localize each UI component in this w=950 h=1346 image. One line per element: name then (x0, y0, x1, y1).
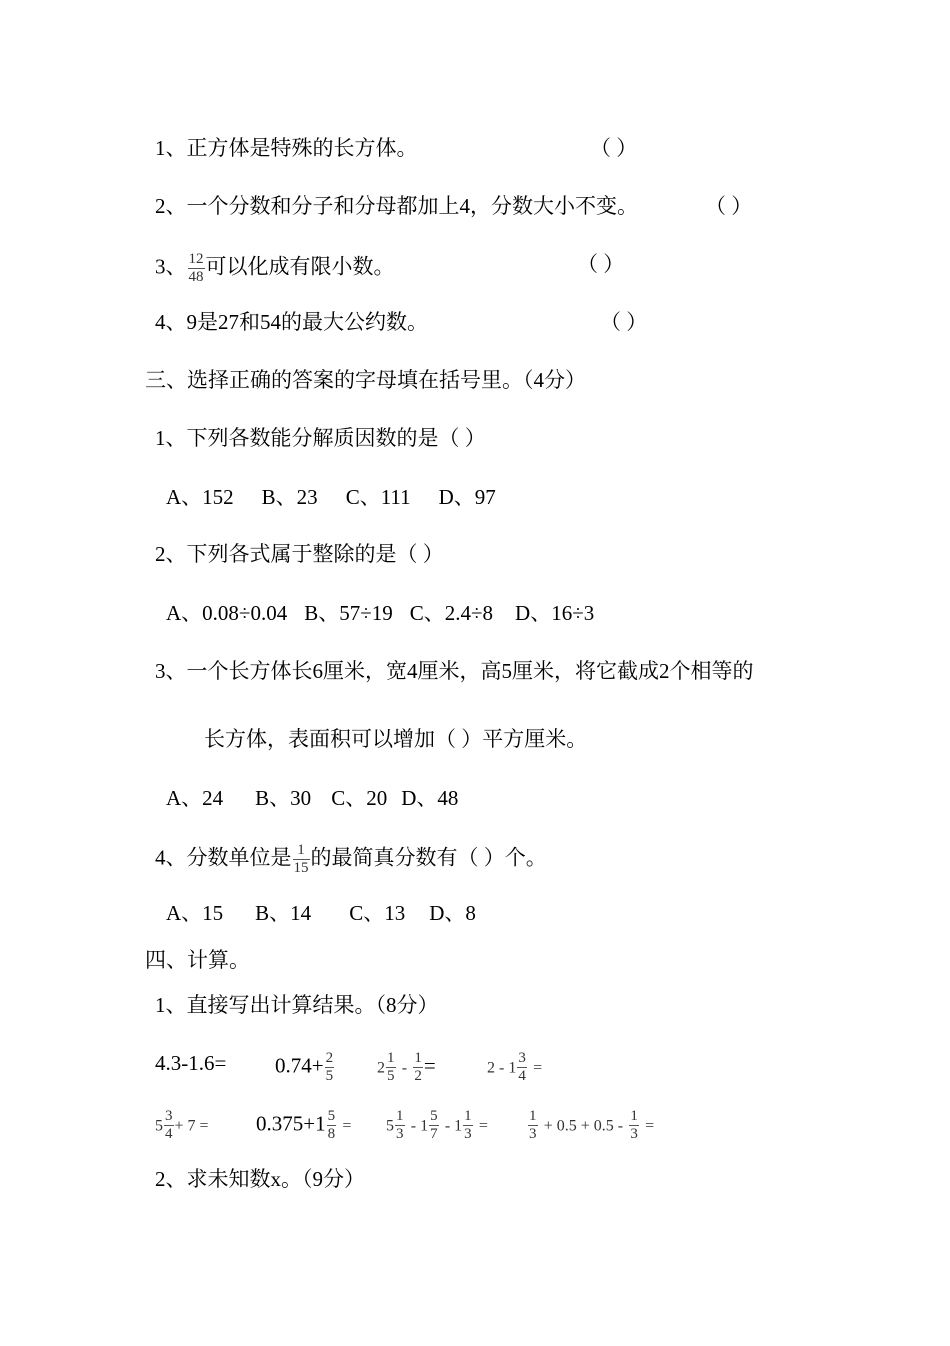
option-b: B、14 (255, 901, 312, 925)
judge-item-3-text: 可以化成有限小数。 (205, 254, 395, 279)
choice-q2: 2、下列各式属于整除的是（ ） (155, 542, 444, 566)
fraction-1-15 (293, 842, 310, 877)
fraction-denominator: 3 (396, 1126, 404, 1142)
fraction (413, 1050, 423, 1085)
expr-tail: + 7 = (174, 1117, 209, 1135)
fraction (463, 1108, 473, 1143)
fraction-numerator: 5 (327, 1108, 336, 1124)
fraction (327, 1108, 337, 1143)
judge-item-2 (155, 193, 638, 219)
fraction (429, 1108, 439, 1143)
option-a: A、152 (166, 485, 234, 509)
fraction-numerator: 1 (630, 1108, 638, 1124)
fraction (325, 1050, 335, 1085)
fraction-numerator: 1 (387, 1050, 395, 1066)
whole-number: 5 (155, 1117, 163, 1135)
whole-number: 5 (386, 1117, 394, 1135)
operator: - 1 (410, 1117, 429, 1135)
equals: = (478, 1117, 488, 1135)
choice-q1: 1、下列各数能分解质因数的是（ ） (155, 426, 486, 450)
fraction-numerator: 1 (414, 1050, 422, 1066)
expr-mid: + 0.5 + 0.5 - (543, 1117, 624, 1135)
equals: = (342, 1117, 352, 1135)
option-d: D、16÷3 (515, 601, 595, 625)
option-d: D、97 (438, 485, 496, 509)
fraction (517, 1050, 527, 1085)
fraction (528, 1108, 538, 1143)
fraction (386, 1050, 396, 1085)
fraction-numerator: 3 (518, 1050, 526, 1066)
judge-item-2-text: 2、一个分数和分子和分母都加上4，分数大小不变。 (155, 194, 638, 218)
option-b: B、57÷19 (304, 601, 393, 625)
option-c: C、2.4÷8 (409, 601, 494, 625)
choice-q3-line1: 3、一个长方体长6厘米，宽4厘米，高5厘米，将它截成2个相等的 (155, 659, 754, 683)
choice-q1-options (166, 484, 496, 510)
option-c: C、20 (331, 786, 388, 810)
choice-q4-prefix: 4、分数单位是 (155, 845, 292, 870)
judge-item-1 (155, 135, 418, 161)
fraction-numerator: 1 (464, 1108, 472, 1124)
expr-r2-4 (527, 1108, 654, 1143)
fraction-denominator: 4 (165, 1126, 173, 1142)
fraction-numerator: 2 (325, 1050, 334, 1066)
section-4-heading: 四、计算。 (145, 948, 250, 972)
option-d: D、48 (401, 786, 459, 810)
answer-paren-2: （ ） (705, 194, 753, 218)
expr-r1-4 (487, 1050, 542, 1085)
equals: = (423, 1053, 436, 1078)
option-a: A、0.08÷0.04 (166, 601, 288, 625)
choice-q4 (155, 842, 547, 877)
expr-r2-2 (256, 1108, 351, 1143)
answer-paren-3: （ ） (577, 252, 625, 276)
expr-r1-2-pre: 0.74+ (275, 1053, 324, 1078)
option-a: A、24 (166, 786, 224, 810)
operator: - 1 (444, 1117, 463, 1135)
fraction-denominator: 3 (464, 1126, 472, 1142)
whole-number: 2 (377, 1059, 385, 1077)
expr-r1-4-pre: 2 - 1 (487, 1059, 517, 1077)
calc-sub2: 2、求未知数x。（9分） (155, 1167, 365, 1191)
judge-item-4-text: 4、9是27和54的最大公约数。 (155, 310, 428, 334)
fraction-denominator: 48 (188, 269, 204, 285)
fraction-denominator: 7 (430, 1126, 438, 1142)
option-c: C、13 (349, 901, 406, 925)
option-a: A、15 (166, 901, 224, 925)
fraction (629, 1108, 639, 1143)
fraction-denominator: 5 (387, 1068, 395, 1084)
fraction-numerator: 3 (165, 1108, 173, 1124)
answer-paren-4: （ ） (600, 310, 648, 334)
fraction-numerator: 12 (188, 251, 204, 267)
judge-item-3 (155, 251, 395, 286)
option-b: B、30 (255, 786, 312, 810)
choice-q3-options (166, 785, 458, 811)
expr-r2-2-pre: 0.375+1 (256, 1111, 326, 1136)
fraction (164, 1108, 174, 1143)
fraction-denominator: 5 (325, 1068, 334, 1084)
option-c: C、111 (345, 485, 411, 509)
judge-item-1-text: 1、正方体是特殊的长方体。 (155, 136, 418, 160)
choice-q4-options (166, 900, 476, 926)
fraction-12-48 (188, 251, 205, 286)
equals: = (645, 1117, 655, 1135)
equals: = (533, 1059, 543, 1077)
calc-sub1: 1、直接写出计算结果。（8分） (155, 993, 439, 1017)
fraction-denominator: 15 (293, 860, 309, 876)
option-b: B、23 (261, 485, 318, 509)
section-3-heading: 三、选择正确的答案的字母填在括号里。（4分） (145, 368, 586, 392)
choice-q4-suffix: 的最简真分数有（ ）个。 (310, 845, 547, 870)
operator: - (401, 1059, 408, 1077)
judge-item-4 (155, 309, 428, 335)
fraction-numerator: 5 (430, 1108, 438, 1124)
fraction-numerator: 1 (293, 842, 310, 860)
fraction-numerator: 1 (529, 1108, 537, 1124)
choice-q3-line2: 长方体，表面积可以增加（ ）平方厘米。 (204, 727, 588, 751)
expr-r2-1 (155, 1108, 209, 1143)
fraction-denominator: 2 (414, 1068, 422, 1084)
fraction-denominator: 3 (529, 1126, 537, 1142)
fraction-denominator: 8 (327, 1126, 336, 1142)
expr-r1-2 (275, 1050, 335, 1085)
choice-q2-options (166, 600, 594, 626)
expr-r1-1: 4.3-1.6= (155, 1051, 227, 1075)
fraction-denominator: 3 (630, 1126, 638, 1142)
fraction-numerator: 1 (396, 1108, 404, 1124)
expr-r1-3 (377, 1050, 436, 1085)
expr-r2-3 (386, 1108, 488, 1143)
judge-item-3-prefix: 3、 (155, 254, 187, 279)
fraction-denominator: 4 (518, 1068, 526, 1084)
fraction (395, 1108, 405, 1143)
option-d: D、8 (429, 901, 476, 925)
answer-paren-1: （ ） (590, 136, 638, 160)
